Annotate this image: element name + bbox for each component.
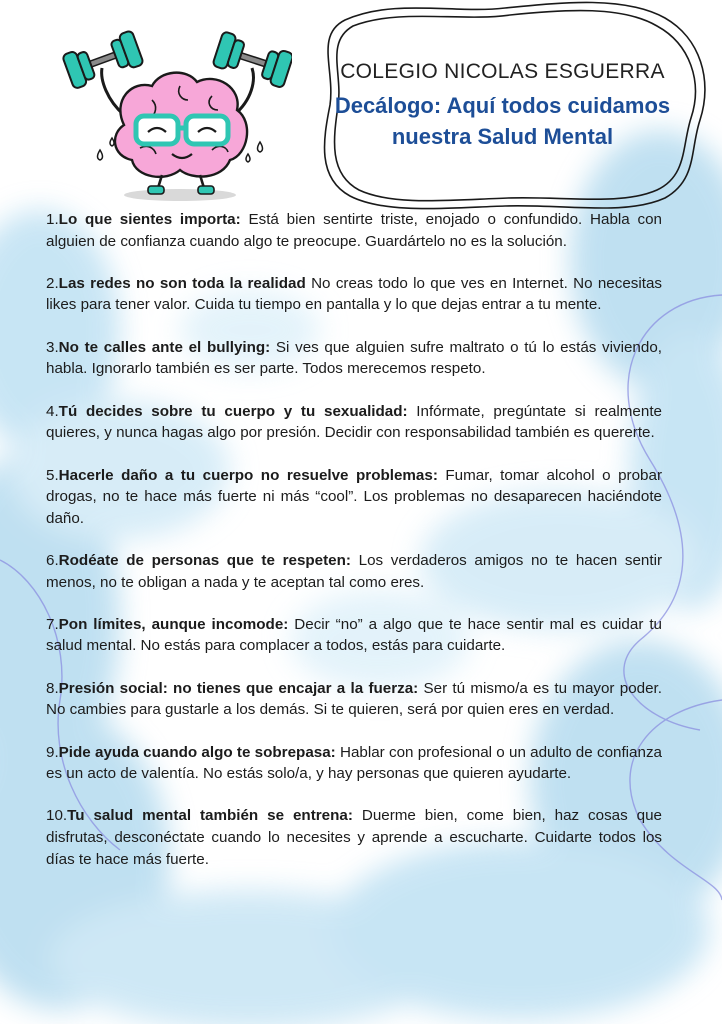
- decalogue-item-10: [46, 805, 662, 870]
- decalogue-list: [46, 209, 662, 891]
- item-text: No creas todo lo que ves en Internet. No necesitas likes para tener valor. Cuida tu tiempo en pantalla y lo que dejas entrar a tu mente.: [46, 274, 663, 314]
- school-name: COLEGIO NICOLAS ESGUERRA: [340, 60, 665, 83]
- item-heading: Presión social: no tienes que encajar a la fuerza:: [58, 679, 419, 697]
- item-number: 8.: [46, 679, 59, 697]
- item-heading: Rodéate de personas que te respeten:: [58, 551, 351, 569]
- item-number: 6.: [46, 551, 59, 569]
- document-header: [325, 60, 680, 152]
- item-text: Los verdaderos amigos no te hacen sentir menos, no te obligan a nada y te aceptan tal como eres.: [46, 551, 663, 591]
- item-text: Está bien sentirte triste, enojado o confundido. Habla con alguien de confianza cuando algo te preocupe. Guardártelo no es la solución.: [46, 211, 663, 250]
- item-number: 9.: [46, 743, 59, 761]
- item-heading: Pon límites, aunque incomode:: [58, 615, 289, 633]
- item-heading: Pide ayuda cuando algo te sobrepasa:: [58, 743, 336, 761]
- item-number: 4.: [46, 402, 59, 420]
- item-heading: Hacerle daño a tu cuerpo no resuelve problemas:: [58, 466, 438, 484]
- item-text: Decir “no” a algo que te hace sentir mal es cuidar tu salud mental. No estás para complacer a todos, estás para cuidarte.: [46, 615, 662, 655]
- brain-lifting-dumbbells-icon: [62, 30, 292, 205]
- decalogue-item-3: [46, 337, 662, 380]
- item-number: 3.: [46, 338, 59, 356]
- decalogue-item-2: [46, 273, 662, 316]
- item-heading: No te calles ante el bullying:: [58, 338, 271, 356]
- document-title: Decálogo: Aquí todos cuidamos nuestra Salud Mental: [334, 93, 671, 149]
- decalogue-item-4: [46, 401, 662, 444]
- decalogue-item-1: [46, 209, 662, 252]
- item-heading: Tu salud mental también se entrena:: [67, 807, 353, 825]
- item-text: Hablar con profesional o un adulto de confianza es un acto de valentía. No estás solo/a, y hay personas que quieren ayudarte.: [46, 743, 662, 783]
- item-text: Duerme bien, come bien, haz cosas que disfrutas, desconéctate cuando lo necesites y aprende a escucharte. Cuidarte todos los días te hace más fuerte.: [46, 807, 662, 868]
- decalogue-item-7: [46, 614, 662, 657]
- decalogue-item-9: [46, 742, 662, 785]
- decalogue-item-8: [46, 678, 662, 721]
- decalogue-item-6: [46, 550, 662, 593]
- item-heading: Lo que sientes importa:: [58, 211, 241, 228]
- item-text: Ser tú mismo/a es tu mayor poder. No cambies para gustarle a los demás. Si te quieren, será por quien eres en verdad.: [46, 679, 662, 719]
- item-heading: Tú decides sobre tu cuerpo y tu sexualidad:: [58, 402, 408, 420]
- item-number: 7.: [46, 615, 59, 633]
- item-text: Fumar, tomar alcohol o probar drogas, no te hace más fuerte ni más “cool”. Los problemas no desaparecen haciéndote daño.: [46, 466, 662, 527]
- item-number: 2.: [46, 274, 59, 292]
- item-number: 5.: [46, 466, 59, 484]
- item-heading: Las redes no son toda la realidad: [58, 274, 306, 292]
- item-number: 10.: [46, 807, 68, 825]
- item-text: Si ves que alguien sufre maltrato o tú lo estás viviendo, habla. Ignorarlo también es ser parte. Todos merecemos respeto.: [46, 338, 662, 378]
- decalogue-item-5: [46, 465, 662, 530]
- item-text: Infórmate, pregúntate si realmente quieres, y nunca hagas algo por presión. Decidir con responsabilidad también es quererte.: [46, 402, 662, 442]
- item-number: 1.: [46, 211, 59, 228]
